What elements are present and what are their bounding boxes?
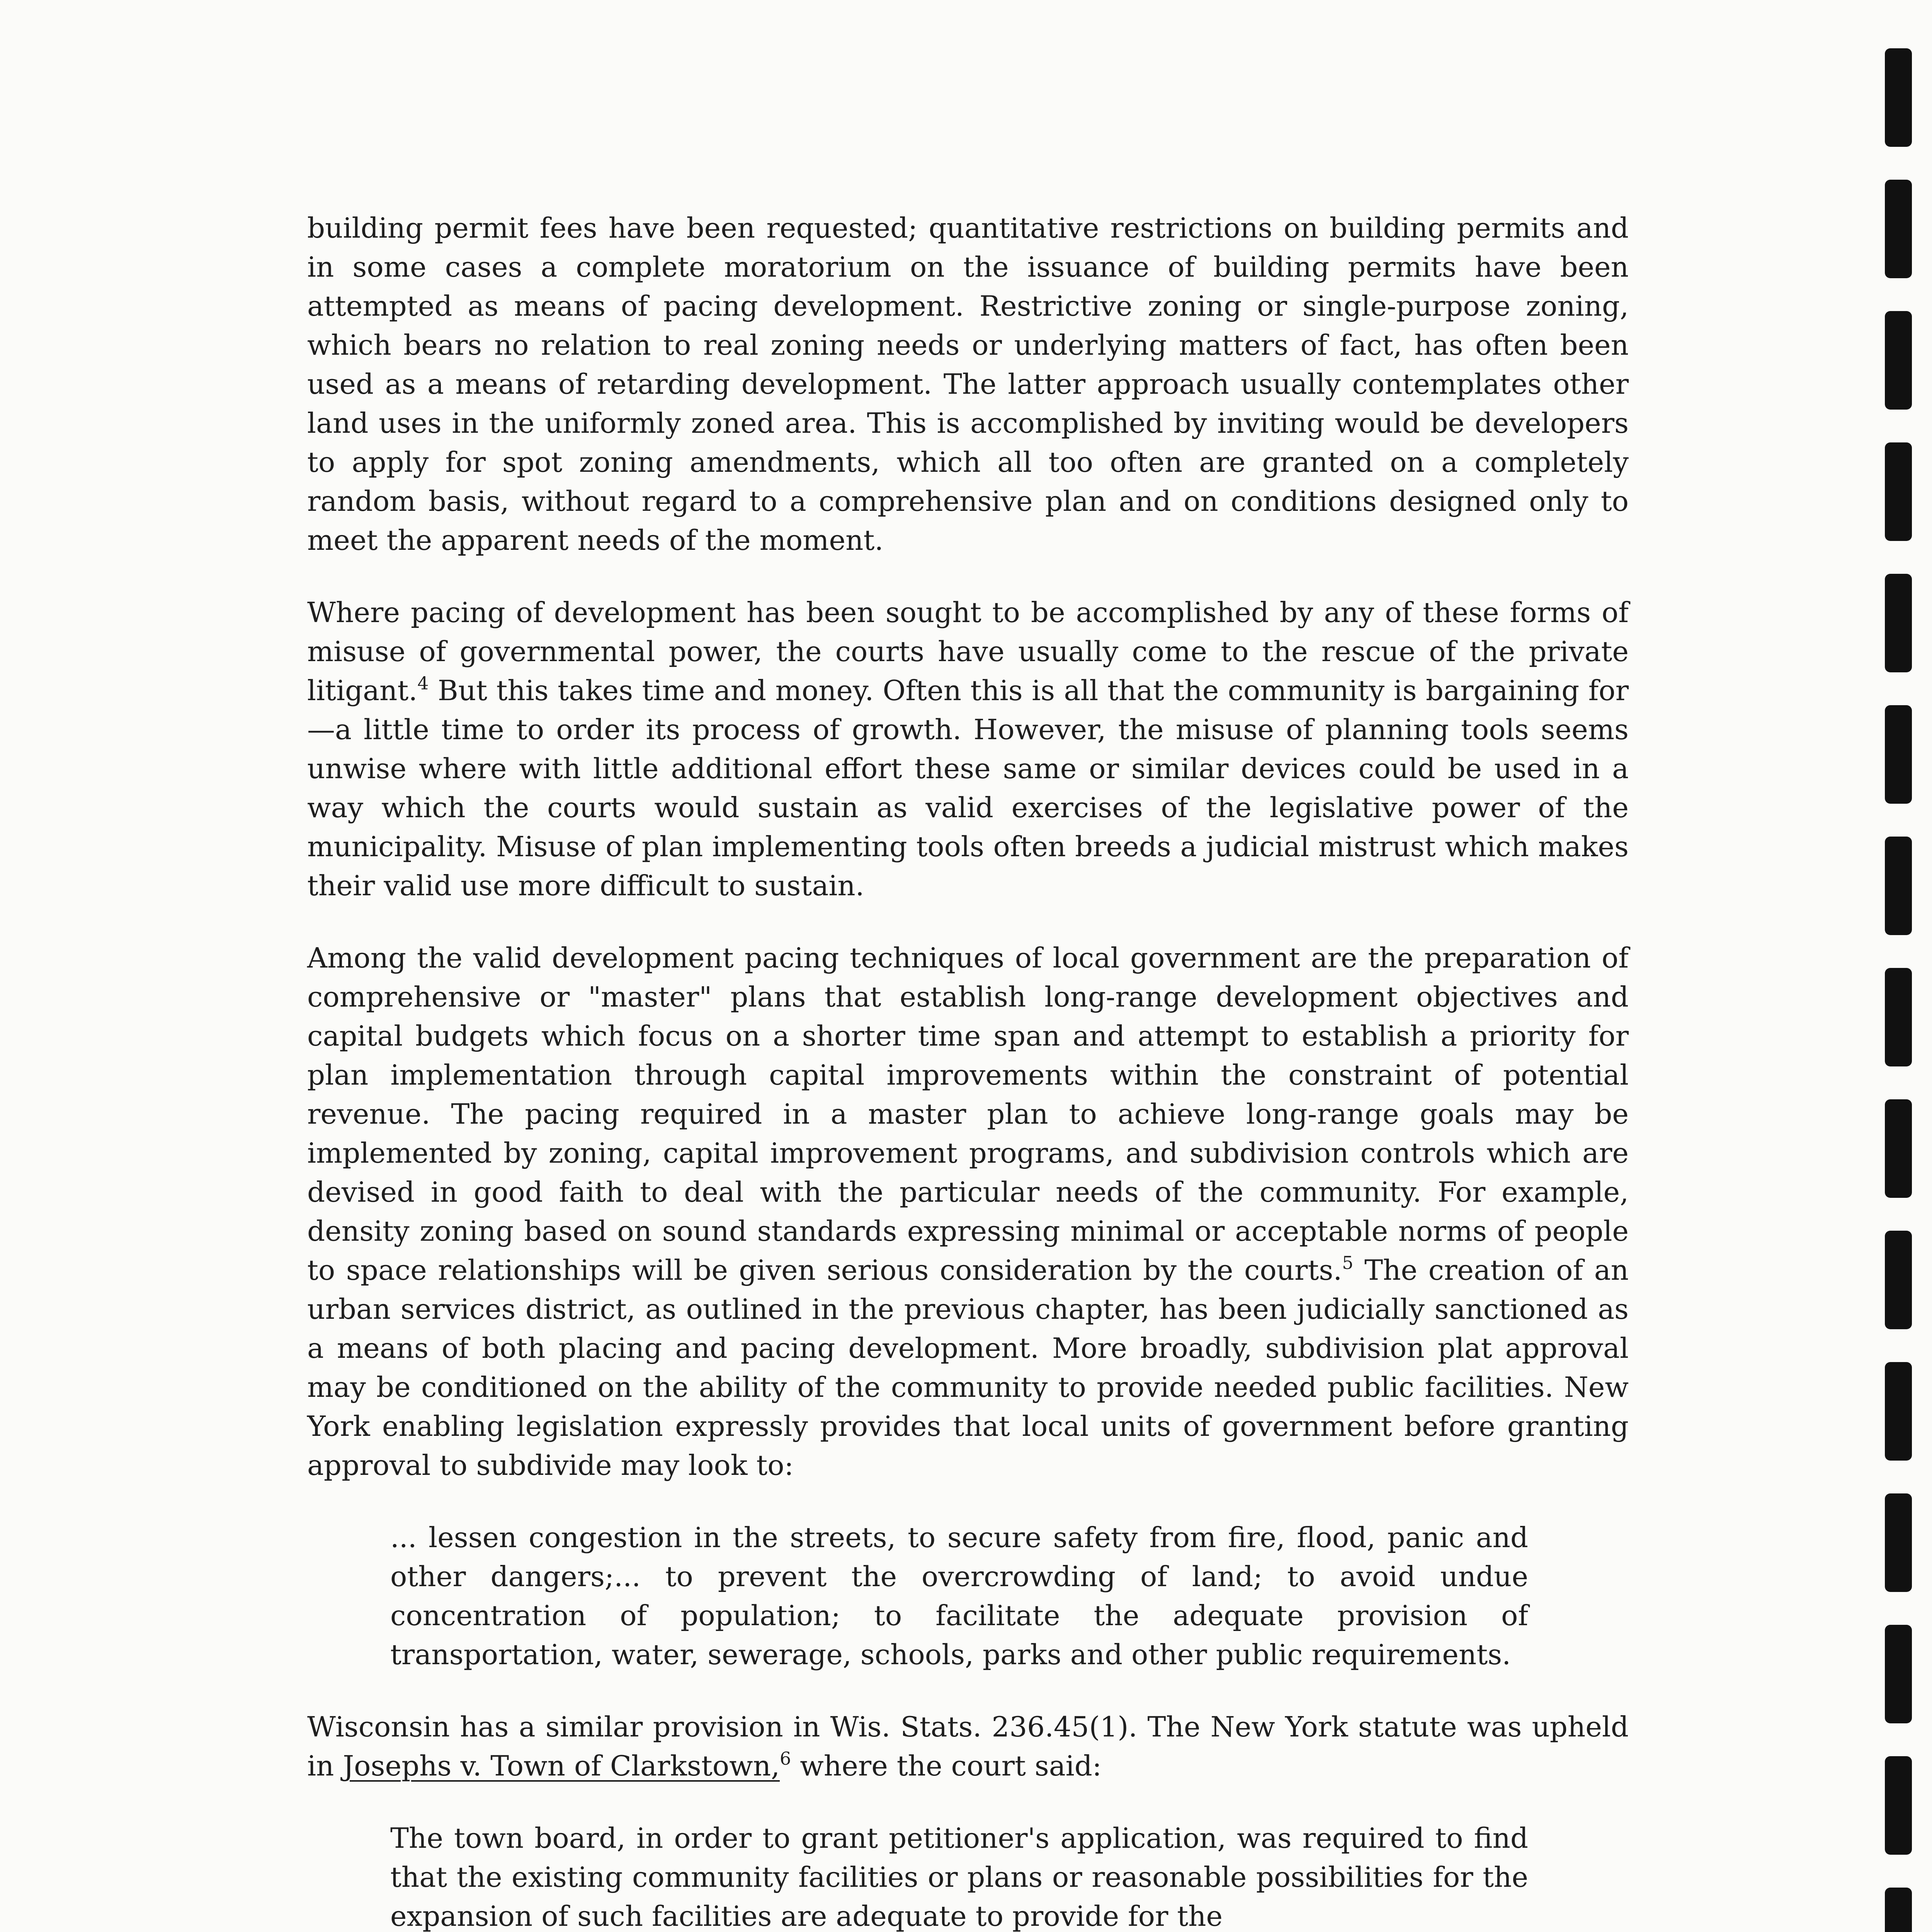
paragraph-3-text-a: Among the valid development pacing techniques of local government are the preparation of comprehensive or "master" plans that establish long-range development objectives and capital budgets which focus on a shorter time span and attempt to establish a priority for plan implementation through capital improvements within the constraint of potential revenue. The pacing required in a master plan to achieve long-range goals may be implemented by zoning, capital improvement programs, and subdivision controls which are devised in good faith to deal with the particular needs of the community. For example, density zoning based on sound standards expressing minimal or acceptable norms of people to space relationships will be given serious consideration by the courts.	[307, 942, 1629, 1286]
paragraph-3	[307, 939, 1629, 1485]
paragraph-1: building permit fees have been requested; quantitative restrictions on building permits and in some cases a complete moratorium on the issuance of building permits have been attempted as means of pacing development. Restrictive zoning or single-purpose zoning, which bears no relation to real zoning needs or underlying matters of fact, has often been used as a means of retarding development. The latter approach usually contemplates other land uses in the uniformly zoned area. This is accomplished by inviting would be developers to apply for spot zoning amendments, which all too often are granted on a completely random basis, without regard to a comprehensive plan and on conditions designed only to meet the apparent needs of the moment.	[307, 212, 1629, 556]
paragraph-2-text-a: Where pacing of development has been sought to be accomplished by any of these forms of misuse of governmental power, the courts have usually come to the rescue of the private litigant.	[307, 596, 1629, 707]
binding-hole-mark	[1885, 1493, 1912, 1592]
footnote-ref-6: 6	[780, 1748, 791, 1769]
paragraph-4-text-b: where the court said:	[791, 1750, 1102, 1782]
binding-hole-mark	[1885, 574, 1912, 672]
binding-hole-mark	[1885, 1625, 1912, 1723]
block-quote-2: The town board, in order to grant petitioner's application, was required to find that the existing community facilities or plans or reasonable possibilities for the expansion of such facilities are adequate to provide for the	[390, 1822, 1528, 1932]
binding-hole-mark	[1885, 442, 1912, 541]
paragraph-2-text-b: But this takes time and money. Often this is all that the community is bargaining for—a little time to order its process of growth. However, the misuse of planning tools seems unwise where with little additional effort these same or similar devices could be used in a way which the courts would sustain as valid exercises of the legislative power of the municipality. Misuse of plan implementing tools often breeds a judicial mistrust which makes their valid use more difficult to sustain.	[307, 674, 1629, 902]
binding-hole-mark	[1885, 48, 1912, 147]
paragraph-2	[307, 593, 1629, 905]
binding-hole-mark	[1885, 1231, 1912, 1329]
binding-hole-mark	[1885, 1756, 1912, 1855]
page-body	[307, 209, 1629, 1932]
binding-hole-mark	[1885, 968, 1912, 1066]
paragraph-4	[307, 1708, 1629, 1786]
footnote-ref-5: 5	[1342, 1252, 1354, 1273]
binding-hole-mark	[1885, 1888, 1912, 1932]
case-name-josephs: Josephs v. Town of Clarkstown,	[343, 1750, 780, 1782]
binding-hole-mark	[1885, 705, 1912, 804]
binding-hole-mark	[1885, 180, 1912, 278]
footnote-ref-4: 4	[417, 673, 429, 694]
binding-hole-mark	[1885, 1362, 1912, 1461]
paragraph-3-text-b: The creation of an urban services district, as outlined in the previous chapter, has been judicially sanctioned as a means of both placing and pacing development. More broadly, subdivision plat approval may be conditioned on the ability of the community to provide needed public facilities. New York enabling legislation expressly provides that local units of government before granting approval to subdivide may look to:	[307, 1254, 1629, 1481]
block-quote-1: ... lessen congestion in the streets, to secure safety from fire, flood, panic and other dangers;... to prevent the overcrowding of land; to avoid undue concentration of population; to facilitate the adequate provision of transportation, water, sewerage, schools, parks and other public requirements.	[390, 1521, 1528, 1671]
binding-hole-mark	[1885, 311, 1912, 410]
binding-hole-mark	[1885, 1099, 1912, 1198]
binding-hole-mark	[1885, 837, 1912, 935]
paragraph-4-text-a: Wisconsin has a similar provision in Wis. Stats. 236.45(1). The New York statute was upheld in	[307, 1711, 1629, 1782]
